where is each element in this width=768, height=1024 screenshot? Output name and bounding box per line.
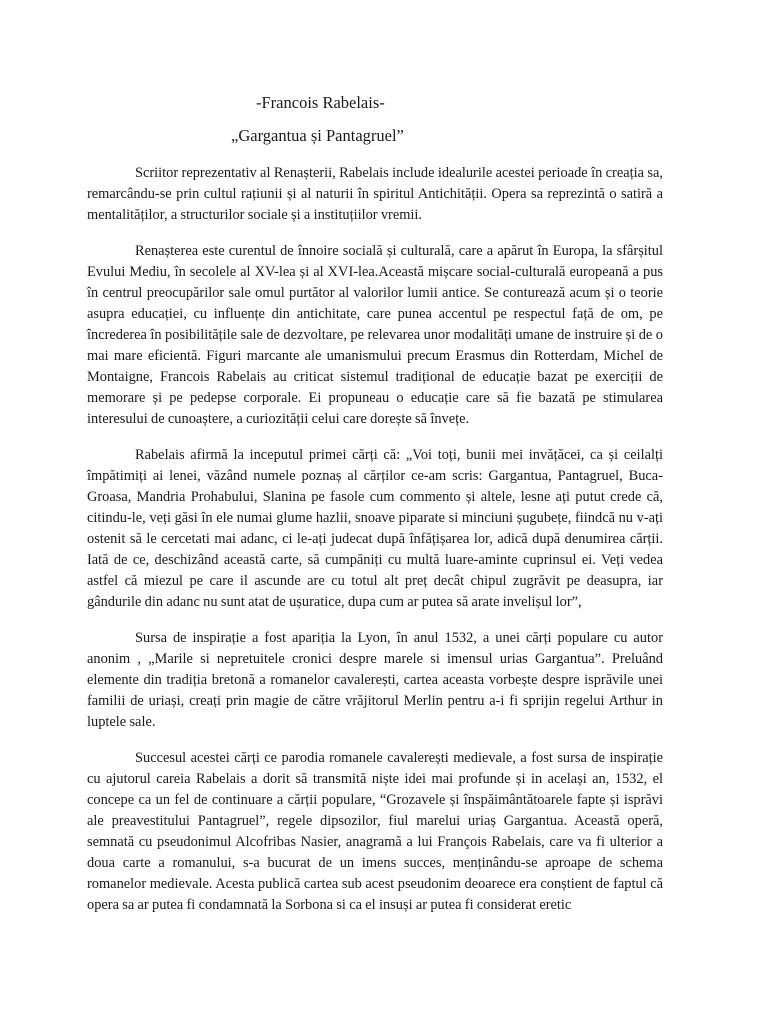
paragraph-citat: Rabelais afirmă la inceputul primei cărți că: „Voi toți, bunii mei invățăcei, ca și ceilalți împătimiți ai lenei, văzând numele poznaș al cărților ce-am scris: Gargantua, Pantagruel, Buca-Groasa, Mandria Prohabului, Slanina pe fasole cum commento și altele, lesne ați putut crede că, citindu-le, veți găsi în ele numai glume hazlii, snoave piparate si minciuni șugubețe, fiindcă nu v-ați ostenit să le cercetati mai adanc, ci le-ați judecat după înfățișarea lor, adică după denumirea cărții. Iată de ce, deschizând această carte, să cumpăniți cu multă luare-aminte cuprinsul ei. Veți vedea astfel că miezul pe care il ascunde are cu totul alt preț decât chipul zugrăvit pe deasupra, iar gândurile din adanc nu sunt atat de ușuratice, dupa cum ar putea să arate invelișul lor”, xyxy=(87,447,663,610)
paragraph-renastere: Renașterea este curentul de înnoire socială și culturală, care a apărut în Europa, la sfârșitul Evului Mediu, în secolele al XV-lea și al XVI-lea.Această mișcare social-culturală europeană a pus în centrul preocupărilor sale omul purtător al valorilor lumii antice. Se conturează acum și o teorie asupra educației, cu influențe din antichitate, care punea accentul pe respectul față de om, pe încrederea în posibilitățile sale de dezvoltare, pe relevarea unor modalități umane de instruire și de o mai mare eficientă. Figuri marcante ale umanismului precum Erasmus din Rotterdam, Michel de Montaigne, Francois Rabelais au criticat sistemul tradițional de educație bazat pe exerciții de memorare și pe pedepse corporale. Ei propuneau o educație care să fie bazată pe stimularea interesului de cunoaștere, a curiozității celui care dorește să învețe. xyxy=(87,243,663,427)
document-subtitle: „Gargantua și Pantagruel” xyxy=(231,126,404,145)
paragraph-intro: Scriitor reprezentativ al Renașterii, Rabelais include idealurile acestei perioade în creația sa, remarcându-se prin cultul rațiunii și al naturii în spiritul Antichității. Opera sa reprezintă o satiră a mentalităților, a structurilor sociale și a instituțiilor vremii. xyxy=(87,165,663,223)
paragraph-succes: Succesul acestei cărți ce parodia romanele cavalerești medievale, a fost sursa de inspirație cu ajutorul careia Rabelais a dorit să transmită niște idei mai profunde și in același an, 1532, el concepe ca un fel de continuare a cărții populare, “Grozavele și înspăimântătoarele fapte și isprăvi ale preavestitului Pantagruel”, regele dipsozilor, fiul marelui uriaș Gargantua. Această operă, semnată cu pseudonimul Alcofribas Nasier, anagramă a lui François Rabelais, care va fi ulterior a doua carte a romanului, s-a bucurat de un imens succes, menținându-se aproape de schema romanelor medievale. Acesta publică cartea sub acest pseudonim deoarece era conștient de faptul că opera sa ar putea fi condamnată la Sorbona si ca el insuși ar putea fi considerat eretic xyxy=(87,750,663,913)
paragraph-sursa: Sursa de inspirație a fost apariția la Lyon, în anul 1532, a unei cărți populare cu autor anonim , „Marile si nepretuitele cronici despre marele si imensul urias Gargantua”. Preluând elemente din tradiția bretonă a romanelor cavalerești, cartea aceasta vorbește despre isprăvile unei familii de uriași, creați prin magie de către vrăjitorul Merlin pentru a-i fi sprijin regelui Arthur in luptele sale. xyxy=(87,630,663,730)
document-title: -Francois Rabelais- xyxy=(256,93,385,112)
document-body xyxy=(87,163,663,931)
